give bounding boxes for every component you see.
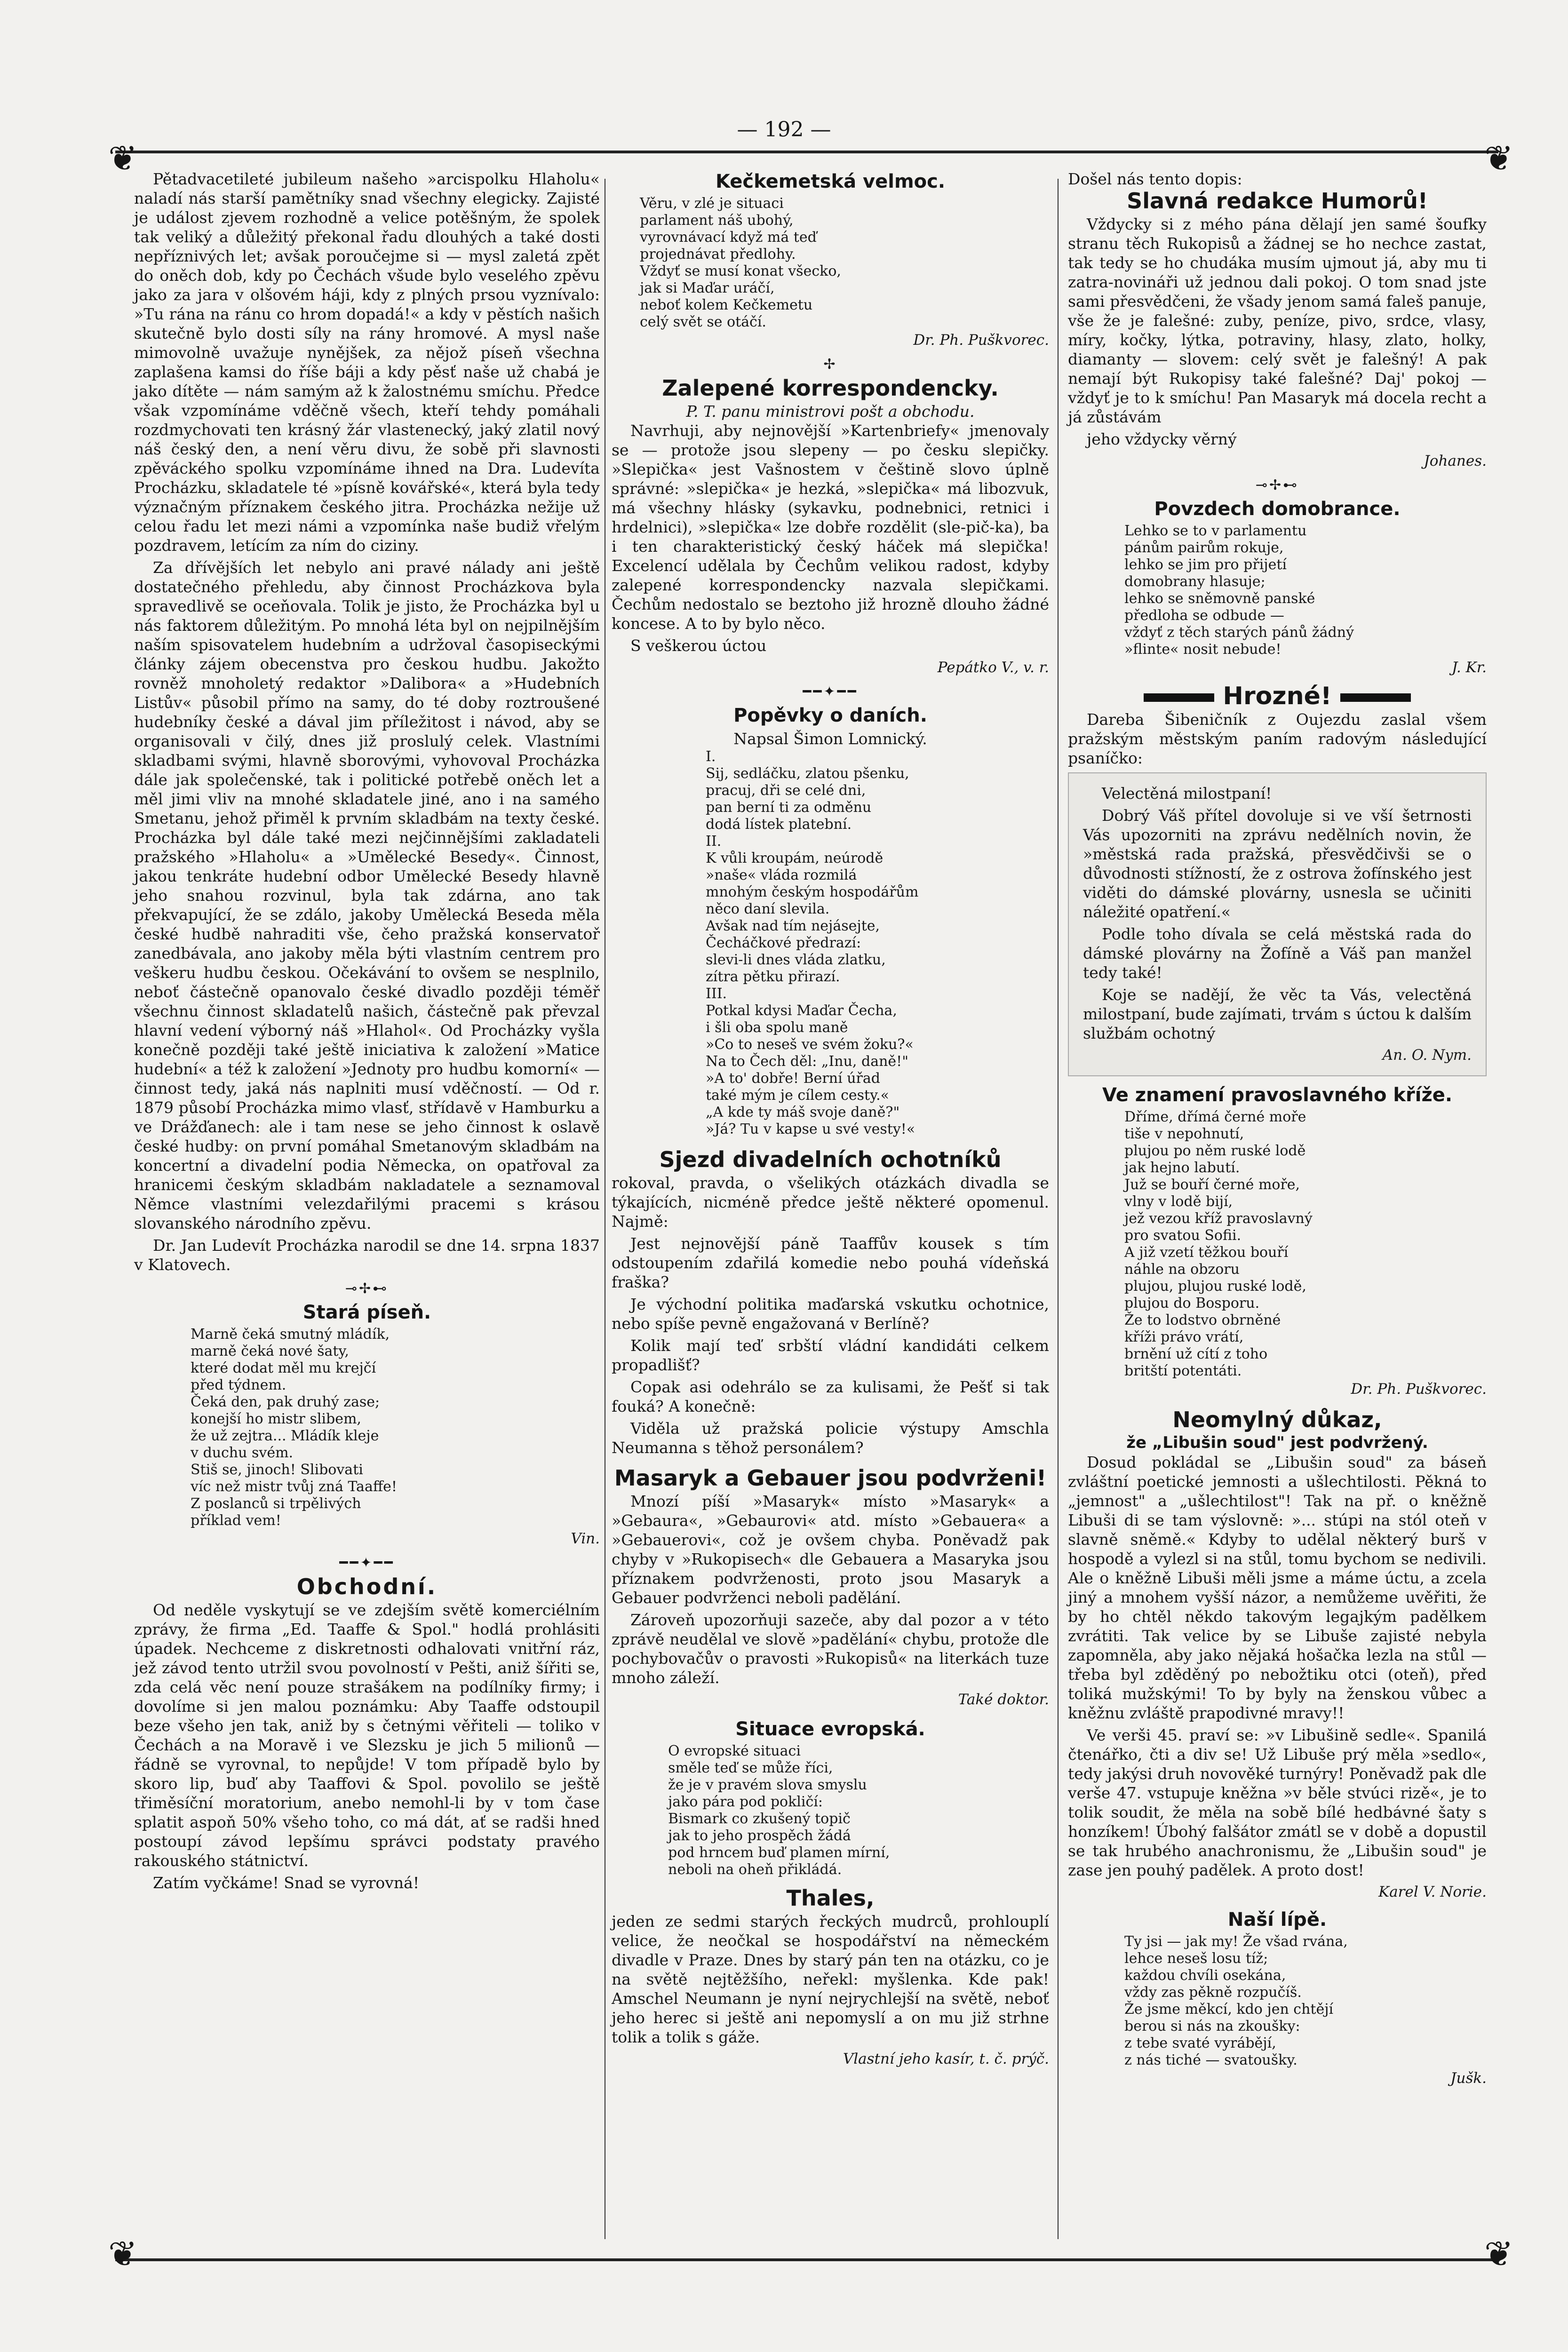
humoru-text: Vždycky si z mého pána dělají jen samé šoufky stranu těch Rukopisů a žádnej se ho nechce zastat, tak tedy se ho chudáka musím ujmout já, aby mu ti zatra-novináři už jednou dali pokoj. O tom snad jste sami přesvědčeni, že všady jenom samá faleš panuje, vše že je falešné: zuby, peníze, pivo, srdce, vlasy, míry, kočky, lýtka, potraviny, hlasy, zlato, holky, diamanty — slovem: celý svět je falešný! A pak nemají být Rukopisy také falešné? Daj' pokoj — vždyť je to k smíchu! Pan Masaryk má docela recht a já zůstávám	[1068, 215, 1487, 426]
obchodni-closing: Zatím vyčkáme! Snad se vyrovná!	[153, 1874, 420, 1892]
humoru-title: Slavná redakce Humorů!	[1127, 188, 1428, 214]
hrozne-letter-paragraph: Koje se nadějí, že věc ta Vás, velectěná milostpaní, bude zajímati, trvám s úctou k dalším službám ochotný	[1083, 985, 1472, 1042]
popevky-author: Napsal Šimon Lomnický.	[733, 730, 927, 748]
divider-ornament-icon: ✢	[823, 356, 837, 373]
nasi-lipe-poem: Ty jsi — jak my! Že všad rvána, lehce neseš losu tíž; každou chvíli osekána, vždy zas pěkně rozpučíš. Že jsme měkcí, kdo jen chtějí berou si nás na zkoušky: z tebe svaté vyrábějí, z nás tiché — svatoušky.	[1124, 1933, 1348, 2068]
stara-pisen-poem: Marně čeká smutný mládík, marně čeká nové šaty, které dodat měl mu krejčí před týdnem. Čeká den, pak druhý zase; konejší ho mistr slibem, že už zejtra... Mládík kleje v duchu svém. Stiš se, jinoch! Slibovati víc než mistr tvůj zná Taaffe! Z poslanců si trpělivých příklad vem!	[191, 1326, 397, 1529]
sjezd-item: Viděla už pražská policie výstupy Amschla Neumanna s těhož personálem?	[612, 1419, 1049, 1457]
kecskemet-poem: Věru, v zlé je situaci parlament náš ubohý, vyrovnávací když má teď projednávat předlohy. Vždyť se musí konat všecko, jak si Maďar uráčí, neboť kolem Kečkemetu celý svět se otáčí.	[640, 195, 841, 330]
popevky-title: Popěvky o daních.	[733, 705, 927, 726]
sjezd-intro: rokoval, pravda, o všelikých otázkách divadla se týkajících, nicméně předce ještě některé opomenul. Najmě:	[612, 1174, 1049, 1231]
hrozne-heading	[1068, 682, 1487, 710]
humoru-intro: Došel nás tento dopis:	[1068, 170, 1242, 188]
hrozne-intro: Dareba Šibeničník z Oujezdu zaslal všem pražským městským paním radovým následující psaníčko:	[1068, 710, 1487, 767]
krize-signature: Dr. Ph. Puškvorec.	[1351, 1381, 1487, 1398]
dukaz-signature: Karel V. Norie.	[1378, 1883, 1487, 1900]
povzdech-title: Povzdech domobrance.	[1154, 498, 1401, 520]
kecskemet-title: Kečkemetská velmoc.	[715, 171, 946, 192]
humoru-closing: jeho vždycky věrný	[1087, 430, 1237, 448]
stara-pisen-title: Stará píseň.	[302, 1302, 431, 1323]
povzdech-signature: J. Kr.	[1451, 659, 1487, 676]
sjezd-item: Kolik mají teď srbští vládní kandidáti celkem propadlišť?	[612, 1336, 1049, 1374]
column-divider	[1058, 179, 1059, 2239]
thales-text: jeden ze sedmi starých řeckých mudrců, prohlouplí velice, že neočkal se hospodářství na německém divadle v Praze. Dnes by starý pán ten na otázku, co je na světě nejtěžšího, neřekl: myšlenka. Kde pak! Amschel Neumann je nyní nejrychlejší na světě, neboť jeho herec si ještě ani nepomyslí a on mu již strhne tolik a tolik s gáže.	[612, 1912, 1049, 2046]
masaryk-paragraph: Zároveň upozorňuji sazeče, aby dal pozor a v této zprávě neudělal ve slově »padělání« chybu, protože dle pochybovačův o pravosti »Rukopisů« na literkách tuze mnoho záleží.	[612, 1611, 1049, 1687]
povzdech-poem: Lehko se to v parlamentu pánům pairům rokuje, lehko se jim pro přijetí domobrany hlasuje; lehko se sněmovně panské předloha se odbude — vždyť z těch starých pánů žádný »flinte« nosit nebude!	[1124, 523, 1354, 658]
krize-title: Ve znamení pravoslavného kříže.	[1102, 1084, 1453, 1106]
dukaz-subtitle: že „Libušin soud" jest podvržený.	[1126, 1433, 1428, 1452]
hrozne-title: Hrozné!	[1223, 682, 1332, 710]
sjezd-item: Jest nejnovější páně Taaffův kousek s tím odstoupením zdařilá komedie nebo pouhá vídeňská fraška?	[612, 1234, 1049, 1291]
pen-ornament-icon	[1340, 693, 1411, 702]
korrespondencky-text: Navrhuji, aby nejnovější »Kartenbriefy« jmenovaly se — protože jsou slepeny — po česku slepičky. »Slepička« jest Vašnostem v češtině slovo úplně správné: »slepička« je hezká, »slepička« má libozvuk, má všechny hlásky (sykavku, podnebnici, retnici i hrdelnici), »slepička« lze dobře rozdělit (sle-pič-ka), ba i ten charakteristický český háček má slepička! Excelencí udělala by Čechům velikou radost, kdyby zalepené korrespondencky nazvala slepičkami. Čechům nedostalo se beztoho již hrozně dlouho žádné koncese. A to by bylo něco.	[612, 421, 1049, 633]
article-paragraph: Dr. Jan Ludevít Procházka narodil se dne 14. srpna 1837 v Klatovech.	[134, 1236, 600, 1274]
situace-poem: O evropské situaci směle teď se může říci, že je v pravém slova smyslu jako pára pod pokličí: Bismark co zkušený topič jak to jeho prospěch žádá pod hrncem buď plamen mírní, neboli na oheň přikládá.	[668, 1743, 890, 1878]
divider-ornament-icon: ⊸✢⊷	[1255, 477, 1299, 493]
sjezd-item: Je východní politika maďarská vskutku ochotnice, nebo spíše pevně engažovaná v Berlíně?	[612, 1295, 1049, 1333]
column-middle	[612, 169, 1049, 2069]
krize-poem: Dříme, dřímá černé moře tiše v nepohnutí, plujou po něm ruské lodě jak hejno labutí. Juž se bouří černé moře, vlny v lodě bijí, jež vezou kříž pravoslavný pro svatou Sofii. A již vzetí těžkou bouří náhle na obzoru plujou, plujou ruské lodě, plujou do Bosporu. Že to lodstvo obrněné kříži právo vrátí, brnění už cítí z toho britští potentáti.	[1124, 1109, 1313, 1379]
korrespondencky-closing: S veškerou úctou	[630, 636, 767, 655]
sjezd-item: Copak asi odehrálo se za kulisami, že Pešť si tak fouká? A konečně:	[612, 1378, 1049, 1415]
korrespondencky-signature: Pepátko V., v. r.	[937, 659, 1049, 676]
hrozne-salutation: Velectěná milostpaní!	[1102, 784, 1272, 803]
divider-ornament-icon: ━━✦━━	[803, 683, 858, 700]
column-left	[134, 169, 600, 1895]
situace-title: Situace evropská.	[735, 1718, 925, 1740]
corner-ornament-icon: ❦	[108, 138, 138, 179]
obchodni-title: Obchodní.	[296, 1574, 438, 1599]
masaryk-title: Masaryk a Gebauer jsou podvrženi!	[614, 1465, 1047, 1491]
thales-signature: Vlastní jeho kasír, t. č. prýč.	[843, 2050, 1049, 2067]
obchodni-text: Od neděle vyskytují se ve zdejším světě komerciélním zprávy, že firma „Ed. Taaffe & Spol." hodlá prohlásiti úpadek. Nechceme z diskretnosti odhalovati vnitřní ráz, jež závod tento utržil svou povolností v Pešti, aniž šířiti se, zda celá věc není pouze strašákem na podílníky firmy; i dovolíme si jen malou poznámku: Aby Taaffe odstoupil beze všeho jen tak, aniž by s četnými věřiteli — toliko v Čechách a na Moravě i ve Slezsku je jich 5 milionů — řádně se vyrovnal, to nepůjde! V tom případě bylo by skoro lip, buď aby Taaffovi & Spol. povolilo se ještě třiměsíční moratorium, anebo nemohl-li by v tom čase splatit aspoň 50% všeho toho, co má dát, ať se radši hned postoupí závod lepšímu správci podstaty pravého rakouského státnictví.	[134, 1601, 600, 1870]
dukaz-title: Neomylný důkaz,	[1172, 1407, 1382, 1432]
pen-ornament-icon	[1144, 693, 1214, 702]
masaryk-signature: Také doktor.	[958, 1691, 1049, 1708]
article-paragraph: Za dřívějších let nebylo ani pravé nálady ani ještě dostatečného přehledu, aby činnost Procházkova byla spravedlivě se oceňovala. Tolik je jisto, že Procházka byl u nás faktorem důležitým. Po mnohá léta byl on nejpilnějším naším spisovatelem hudebním a udržoval časopiseckými články zájem obecenstva pro českou hudbu. Jakožto rovněž mnoholetý redaktor »Dalibora« a »Hudebních Listův« působil přímo na samy, do té doby roztroušené hudebníky české a dával jim příležitost i návod, aby se organisovali v čilý, dnes již proslulý celek. Vlastními skladbami svými, hlavně sborovými, vyhovoval Procházka dále jak společenské, tak i politické potřebě oněch let a měl jimi vliv na mnohé skladatele jiné, ano i na samého Smetanu, jehož přiměl k prvním skladbám na texty české. Procházka byl dále také mezi nejčinnějšími zakladateli pražského »Hlaholu« a »Umělecké Besedy«. Činnost, jakou tenkráte hudební odbor Umělecké Besedy hlavně jeho snahou rozvinul, byla tak zdárna, ano tak překvapující, že se zdálo, jakoby Umělecká Beseda měla české hudbě nahraditi vše, čeho pražská konservatoř zanedbávala, ano jakoby měla býti vlastním centrem pro veškeru hudbu českou. Očekávání to ovšem se nesplnilo, neboť částečně opanovalo české divadlo později téměř všechnu činnost skladatelů našich, částečně pak převzal hlavní vedení výborný náš »Hlahol«. Od Procházky vyšla konečně později také ještě iniciativa k založení »Matice hudební« a též k založení »Jednoty pro hudbu komorní« — činnost tedy, jaká nás naplniti musí vděčností. — Od r. 1879 působí Procházka mimo vlasť, střídavě v Hamburku a ve Drážďanech: ale i tam nese se jeho činnost k oslavě české hudby: on první pomáhal Smetanovým skladbám na koncertní a divadelní podia Německa, on opatřoval za hranicemi českým skladbám nakladatele a seznamoval Němce vlastními velezdařilými pracemi s krásou slovanského národního zpěvu.	[134, 558, 600, 1232]
hrozne-letter-paragraph: Dobrý Váš přítel dovoluje si ve vší šetrnosti Vás upozorniti na zprávu nedělních novin, že »městská rada pražská, přesvědčivši se o důvodnosti stížností, že z ostrova žofínského jest viděti do dámské plovárny, usnesla se učiniti náležité opatření.«	[1083, 806, 1472, 921]
stara-pisen-signature: Vin.	[571, 1530, 600, 1547]
masaryk-paragraph: Mnozí píší »Masaryk« místo »Masaryk« a »Gebaura«, »Gebaurovi« atd. místo »Gebauera« a »Gebauerovi«, což je ovšem chyba. Poněvadž pak chyby v »Rukopisech« dle Gebauera a Masaryka jsou příznakem podvrženosti, proto jsou Masaryk a Gebauer podvrženci neboli padělání.	[612, 1492, 1049, 1607]
divider-ornament-icon: ━━✦━━	[339, 1555, 395, 1571]
hrozne-letter-paragraph: Podle toho dívala se celá městská rada do dámské plovárny na Žofíně a Váš pan manžel tedy také!	[1083, 925, 1472, 982]
corner-ornament-icon: ❦	[1484, 138, 1514, 179]
article-paragraph: Pětadvacetileté jubileum našeho »arcispolku Hlaholu« naladí nás starší pamětníky snad všechny elegicky. Zajisté je událost zjevem rozhodně a velice potěšným, že spolek tak veliký a důležitý překonal řadu dlouhých a také dosti nepříznivých let; avšak poroučejme si — mysl zaletá zpět do oněch dob, kdy po Čechách všude bylo veselého zpěvu jako za jara v olšovém háji, kdy z plných prsou vyznívalo: »Tu rána na ránu co hrom dopadá!« a kdy v pěstích našich skutečně bylo dosti síly na rány hromové. A mysl naše mimovolně uvažuje nynějšek, za nějož píseň všechna zaplašena kamsi do říše báji a kdy pěsť naše už chabá je jako dítěte — nám samým až k žalostnému smíchu. Předce však vzpomínáme vděčně všech, kteří tehdy pomáhali rozdmychovati ten krásný žár vlastenecký, jaký zlatil nový náš český den, a není věru divu, že sobě při slavnosti zpěváckého spolku vzpomínáme ihned na Dra. Ludevíta Procházku, skladatele té »písně kovářské«, která byla tedy význačným příznakem českého jitra. Procházka nežije už celou řadu let mezi námi a vzpomínka naše budiž vřelým pozdravem, letícím za ním do ciziny.	[134, 170, 600, 555]
hrozne-letter-box	[1068, 772, 1487, 1076]
thales-title: Thales,	[786, 1885, 875, 1911]
korrespondencky-title: Zalepené korrespondencky.	[662, 375, 999, 401]
corner-ornament-icon: ❦	[108, 2234, 138, 2274]
humoru-signature: Johanes.	[1424, 453, 1487, 469]
divider-ornament-icon: ⊸✢⊷	[345, 1280, 389, 1297]
nasi-lipe-title: Naší lípě.	[1227, 1909, 1327, 1931]
corner-ornament-icon: ❦	[1484, 2234, 1514, 2274]
korrespondencky-addressee: P. T. panu ministrovi pošt a obchodu.	[686, 402, 975, 421]
kecskemet-signature: Dr. Ph. Puškvorec.	[913, 332, 1049, 349]
hrozne-signature: An. O. Nym.	[1382, 1047, 1472, 1064]
dukaz-paragraph: Ve verši 45. praví se: »v Libušině sedle«. Spanilá čtenářko, čti a div se! Už Libuše prý měla »sedlo«, tedy jakýsi druh novověké turnýry! Poněvadž pak dle verše 47. vstupuje kněžna »v běle stvúci rizě«, je to tolik soudit, že měla na sobě bílé hedbávné šaty s honzíkem! Úbohý falšátor zmátl se v době a dopustil se tak hrubého anachronismu, že „Libušin soud" je zase jen pouhý padělek. A proto dost!	[1068, 1726, 1487, 1879]
sjezd-title: Sjezd divadelních ochotníků	[659, 1147, 1002, 1172]
column-right	[1068, 169, 1487, 2088]
page-number: — 192 —	[737, 118, 831, 142]
nasi-lipe-signature: Jušk.	[1450, 2070, 1487, 2087]
dukaz-paragraph: Dosud pokládal se „Libušin soud" za báseň zvláštní poetické jemnosti a ušlechtilosti. Pěkná to „jemnost" a „ušlechtilost"! Tak na př. o kněžně Libuši di se tam výslovně: »... stúpi na stól oteň v slavně sněmě.« Kdyby to udělal některý burš v hospodě a vylezl si na stůl, tomu bychom se nedivili. Ale o kněžně Libuši měli jsme a máme úctu, a zcela jiný a mnohem vyšší názor, a nemůžeme uvěřiti, že by ho chtěl někdo takovým legajkým padělkem zvrátiti. Tak velice by se Libuše zajisté nebyla zapomněla, aby jako nějaká hošačka lezla na stůl — třeba byl zděděný po nebožtiku otci (oteň), před toliká mužskými! To by byly na ženskou vůbec a kněžnu zvláště prapodivné mravy!!	[1068, 1453, 1487, 1722]
popevky-poem: I. Sij, sedláčku, zlatou pšenku, pracuj, dři se celé dni, pan berní ti za odměnu dodá lístek platební. II. K vůli kroupám, neúrodě »naše« vláda rozmilá mnohým českým hospodářům něco daní slevila. Avšak nad tím nejásejte, Čecháčkové předrazí: slevi-li dnes vláda zlatku, zítra pětku přirazí. III. Potkal kdysi Maďar Čecha, i šli oba spolu maně »Co to neseš ve svém žoku?« Na to Čech děl: „Inu, daně!" »A to' dobře! Berní úřad také mým je cílem cesty.« „A kde ty máš svoje daně?" »Já? Tu v kapse u své vesty!«	[706, 748, 919, 1137]
